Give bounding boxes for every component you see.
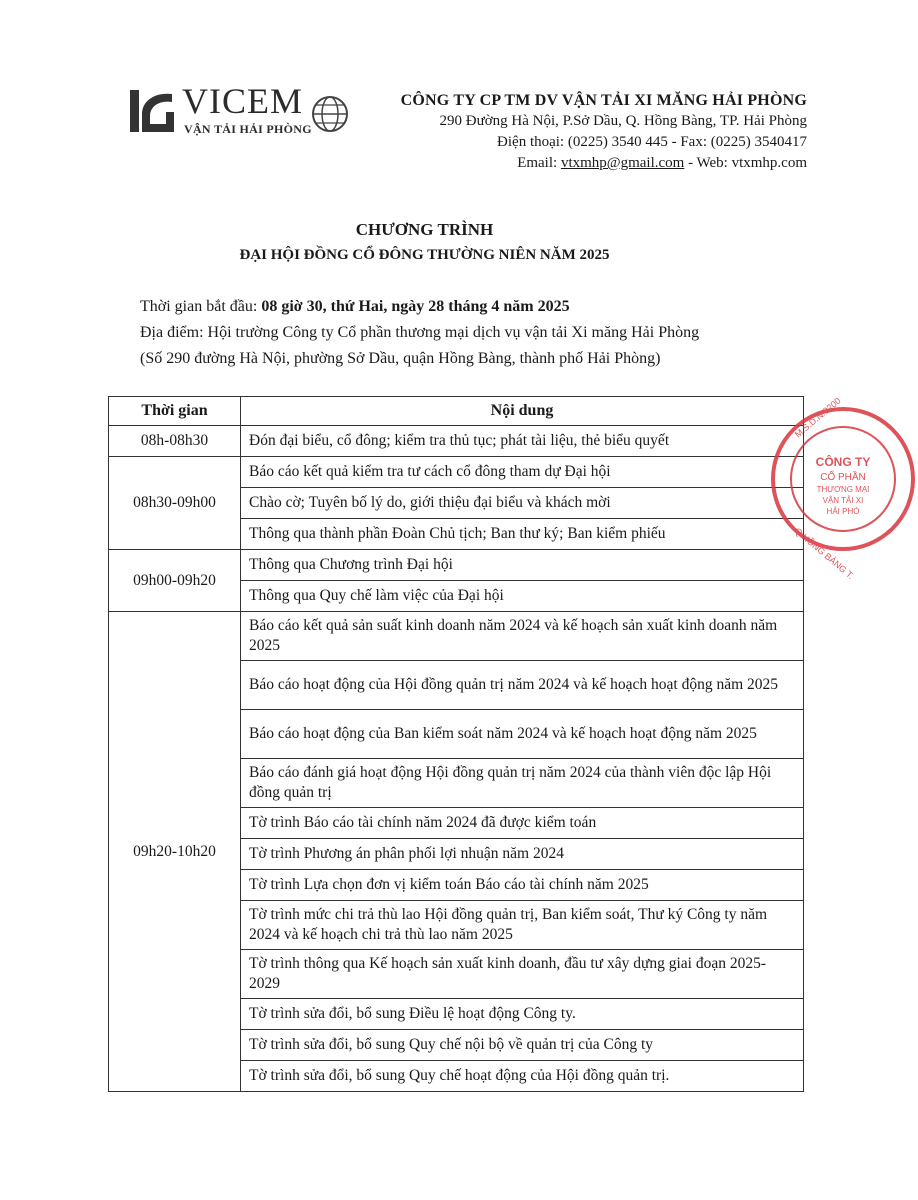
content-cell: Tờ trình sửa đổi, bổ sung Điều lệ hoạt động Công ty. <box>241 999 804 1030</box>
content-cell: Chào cờ; Tuyên bố lý do, giới thiệu đại biểu và khách mời <box>241 488 804 519</box>
venue-address: (Số 290 đường Hà Nội, phường Sở Dầu, quận Hồng Bàng, thành phố Hải Phòng) <box>140 350 661 367</box>
content-cell: Đón đại biểu, cổ đông; kiểm tra thủ tục; phát tài liệu, thẻ biểu quyết <box>241 426 804 457</box>
content-cell: Tờ trình sửa đổi, bổ sung Quy chế hoạt động của Hội đồng quản trị. <box>241 1061 804 1092</box>
time-cell: 09h00-09h20 <box>109 550 241 612</box>
time-cell: 08h-08h30 <box>109 426 241 457</box>
content-cell: Thông qua thành phần Đoàn Chủ tịch; Ban thư ký; Ban kiểm phiếu <box>241 519 804 550</box>
content-cell: Tờ trình sửa đổi, bổ sung Quy chế nội bộ về quản trị của Công ty <box>241 1030 804 1061</box>
table-row <box>109 550 804 581</box>
content-cell: Tờ trình Báo cáo tài chính năm 2024 đã được kiểm toán <box>241 808 804 839</box>
email-label: Email: <box>517 155 561 171</box>
svg-text:HẢI PHÒ: HẢI PHÒ <box>826 507 860 516</box>
svg-text:M.S.D.N:0200: M.S.D.N:0200 <box>792 395 843 440</box>
company-stamp <box>768 395 918 582</box>
content-cell: Báo cáo hoạt động của Hội đồng quản trị năm 2024 và kế hoạch hoạt động năm 2025 <box>241 661 804 710</box>
table-header-row <box>109 397 804 426</box>
content-cell: Báo cáo hoạt động của Ban kiểm soát năm 2024 và kế hoạch hoạt động năm 2025 <box>241 710 804 759</box>
content-cell: Tờ trình Phương án phân phối lợi nhuận năm 2024 <box>241 839 804 870</box>
web-text: - Web: vtxmhp.com <box>684 155 807 171</box>
email-link[interactable]: vtxmhp@gmail.com <box>560 155 685 171</box>
svg-text:CÔNG TY: CÔNG TY <box>815 455 871 469</box>
meeting-info <box>140 294 699 372</box>
time-cell: 09h20-10h20 <box>109 612 241 1092</box>
header-content: Nội dung <box>241 397 804 426</box>
content-cell: Báo cáo kết quả kiểm tra tư cách cổ đông tham dự Đại hội <box>241 457 804 488</box>
agenda-table <box>108 396 804 1092</box>
document-subtitle: ĐẠI HỘI ĐỒNG CỔ ĐÔNG THƯỜNG NIÊN NĂM 2025 <box>239 247 610 263</box>
vicem-mark-icon <box>126 84 178 136</box>
start-time-value: 08 giờ 30, thứ Hai, ngày 28 tháng 4 năm 2025 <box>261 298 570 315</box>
logo-name: VICEM <box>182 81 303 121</box>
logo-subtitle: VẬN TẢI HẢI PHÒNG <box>184 122 312 136</box>
company-phone: Điện thoại: (0225) 3540 445 - Fax: (0225) 3540417 <box>497 134 807 150</box>
content-cell: Thông qua Chương trình Đại hội <box>241 550 804 581</box>
company-info <box>401 90 807 174</box>
content-cell: Báo cáo đánh giá hoạt động Hội đồng quản trị năm 2024 của thành viên độc lập Hội đồng quản trị <box>241 759 804 808</box>
company-contact <box>401 153 807 174</box>
table-row <box>109 426 804 457</box>
svg-text:CỔ PHẦN: CỔ PHẦN <box>820 472 866 483</box>
company-address: 290 Đường Hà Nội, P.Sở Dầu, Q. Hồng Bàng, TP. Hải Phòng <box>439 113 807 129</box>
content-cell: Báo cáo kết quả sản suất kinh doanh năm 2024 và kế hoạch sản xuất kinh doanh năm 2025 <box>241 612 804 661</box>
globe-icon <box>310 94 350 134</box>
content-cell: Tờ trình mức chi trả thù lao Hội đồng quản trị, Ban kiểm soát, Thư ký Công ty năm 2024 và kế hoạch chi trả thù lao năm 2025 <box>241 901 804 950</box>
header-time: Thời gian <box>109 397 241 426</box>
content-cell: Tờ trình Lựa chọn đơn vị kiểm toán Báo cáo tài chính năm 2025 <box>241 870 804 901</box>
svg-text:Q.HỒNG BÀNG T.: Q.HỒNG BÀNG T. <box>792 525 856 582</box>
company-name: CÔNG TY CP TM DV VẬN TẢI XI MĂNG HẢI PHÒNG <box>400 92 807 109</box>
svg-text:THƯƠNG MẠI: THƯƠNG MẠI <box>816 485 870 494</box>
content-cell: Thông qua Quy chế làm việc của Đại hội <box>241 581 804 612</box>
time-cell: 08h30-09h00 <box>109 457 241 550</box>
content-cell: Tờ trình thông qua Kế hoạch sản xuất kinh doanh, đầu tư xây dựng giai đoạn 2025-2029 <box>241 950 804 999</box>
venue-line: Địa điểm: Hội trường Công ty Cổ phần thương mại dịch vụ vận tải Xi măng Hải Phòng <box>140 324 700 341</box>
company-logo <box>126 80 356 140</box>
start-time-label: Thời gian bắt đầu: <box>140 298 262 315</box>
table-row <box>109 457 804 488</box>
table-row <box>109 612 804 661</box>
start-time-line <box>140 294 699 320</box>
svg-text:VẬN TẢI XI: VẬN TẢI XI <box>822 496 864 505</box>
document-title: CHƯƠNG TRÌNH <box>355 220 494 239</box>
